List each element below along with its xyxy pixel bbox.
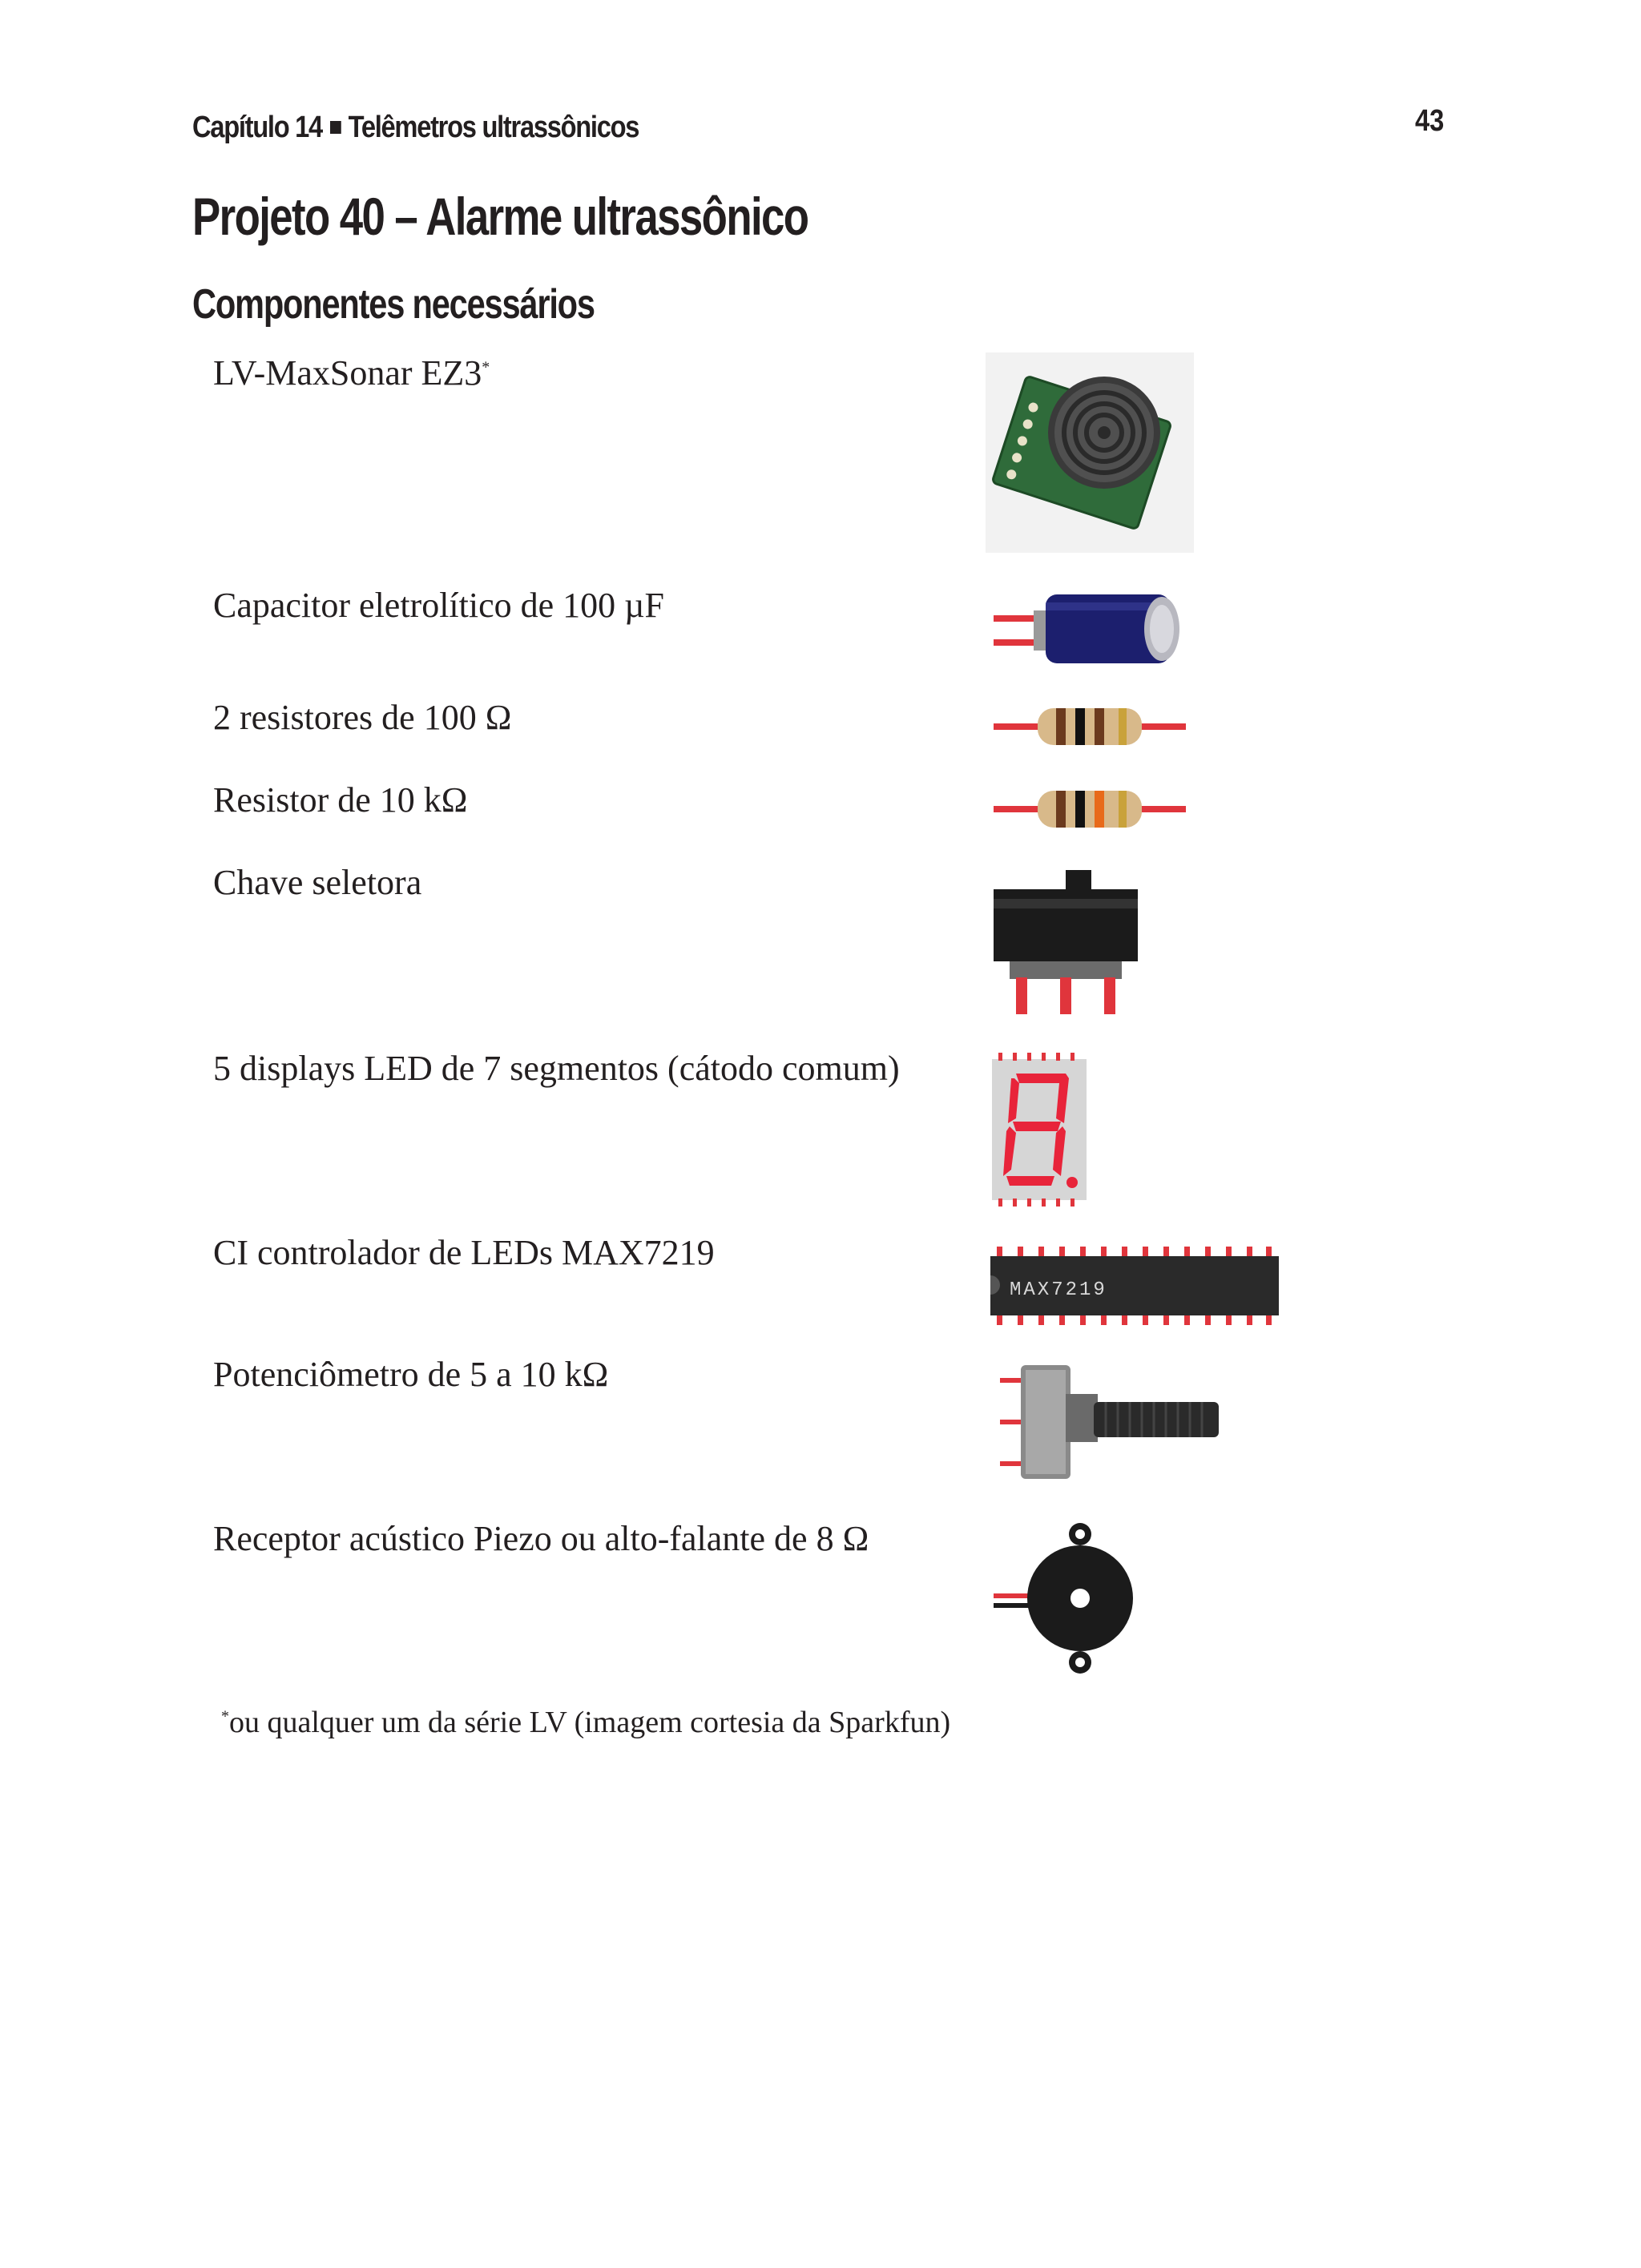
- project-title: Projeto 40 – Alarme ultrassônico: [192, 187, 808, 246]
- footnote-mark: *: [482, 358, 490, 377]
- chapter-title: Telêmetros ultrassônicos: [348, 111, 639, 144]
- resistor-icon: [986, 781, 1194, 837]
- capacitor-icon: [986, 585, 1194, 673]
- footnote-mark: *: [221, 1707, 229, 1726]
- running-header: [192, 111, 639, 145]
- component-label-potentiometer: Potenciômetro de 5 a 10 kΩ: [213, 1355, 609, 1394]
- ultrasonic-sensor-icon: [986, 352, 1194, 553]
- footnote: [221, 1705, 950, 1740]
- piezo-buzzer-icon: [986, 1518, 1194, 1678]
- footnote-text: ou qualquer um da série LV (imagem cortesia da Sparkfun): [229, 1706, 951, 1739]
- resistor-icon: [986, 699, 1194, 755]
- component-label-ic: CI controlador de LEDs MAX7219: [213, 1233, 715, 1272]
- component-label-resistor-10k: Resistor de 10 kΩ: [213, 780, 468, 820]
- slide-switch-icon: [986, 865, 1194, 1025]
- chapter-number: Capítulo 14: [192, 111, 322, 144]
- section-title: Componentes necessários: [192, 281, 595, 328]
- component-label-switch: Chave seletora: [213, 863, 422, 902]
- component-label-piezo: Receptor acústico Piezo ou alto-falante de 8 Ω: [213, 1519, 869, 1558]
- seven-segment-display-icon: [986, 1049, 1194, 1210]
- chip-label: MAX7219: [1010, 1279, 1107, 1301]
- component-label-resistors-100: 2 resistores de 100 Ω: [213, 698, 512, 737]
- bullet-square-icon: [330, 121, 341, 134]
- component-label-display: 5 displays LED de 7 segmentos (cátodo comum): [213, 1049, 900, 1088]
- component-label-sonar: LV-MaxSonar EZ3*: [213, 353, 490, 393]
- potentiometer-icon: [986, 1354, 1242, 1490]
- page-number: 43: [1415, 104, 1445, 138]
- ic-chip-icon: [986, 1234, 1290, 1330]
- component-label-capacitor: Capacitor eletrolítico de 100 µF: [213, 586, 664, 625]
